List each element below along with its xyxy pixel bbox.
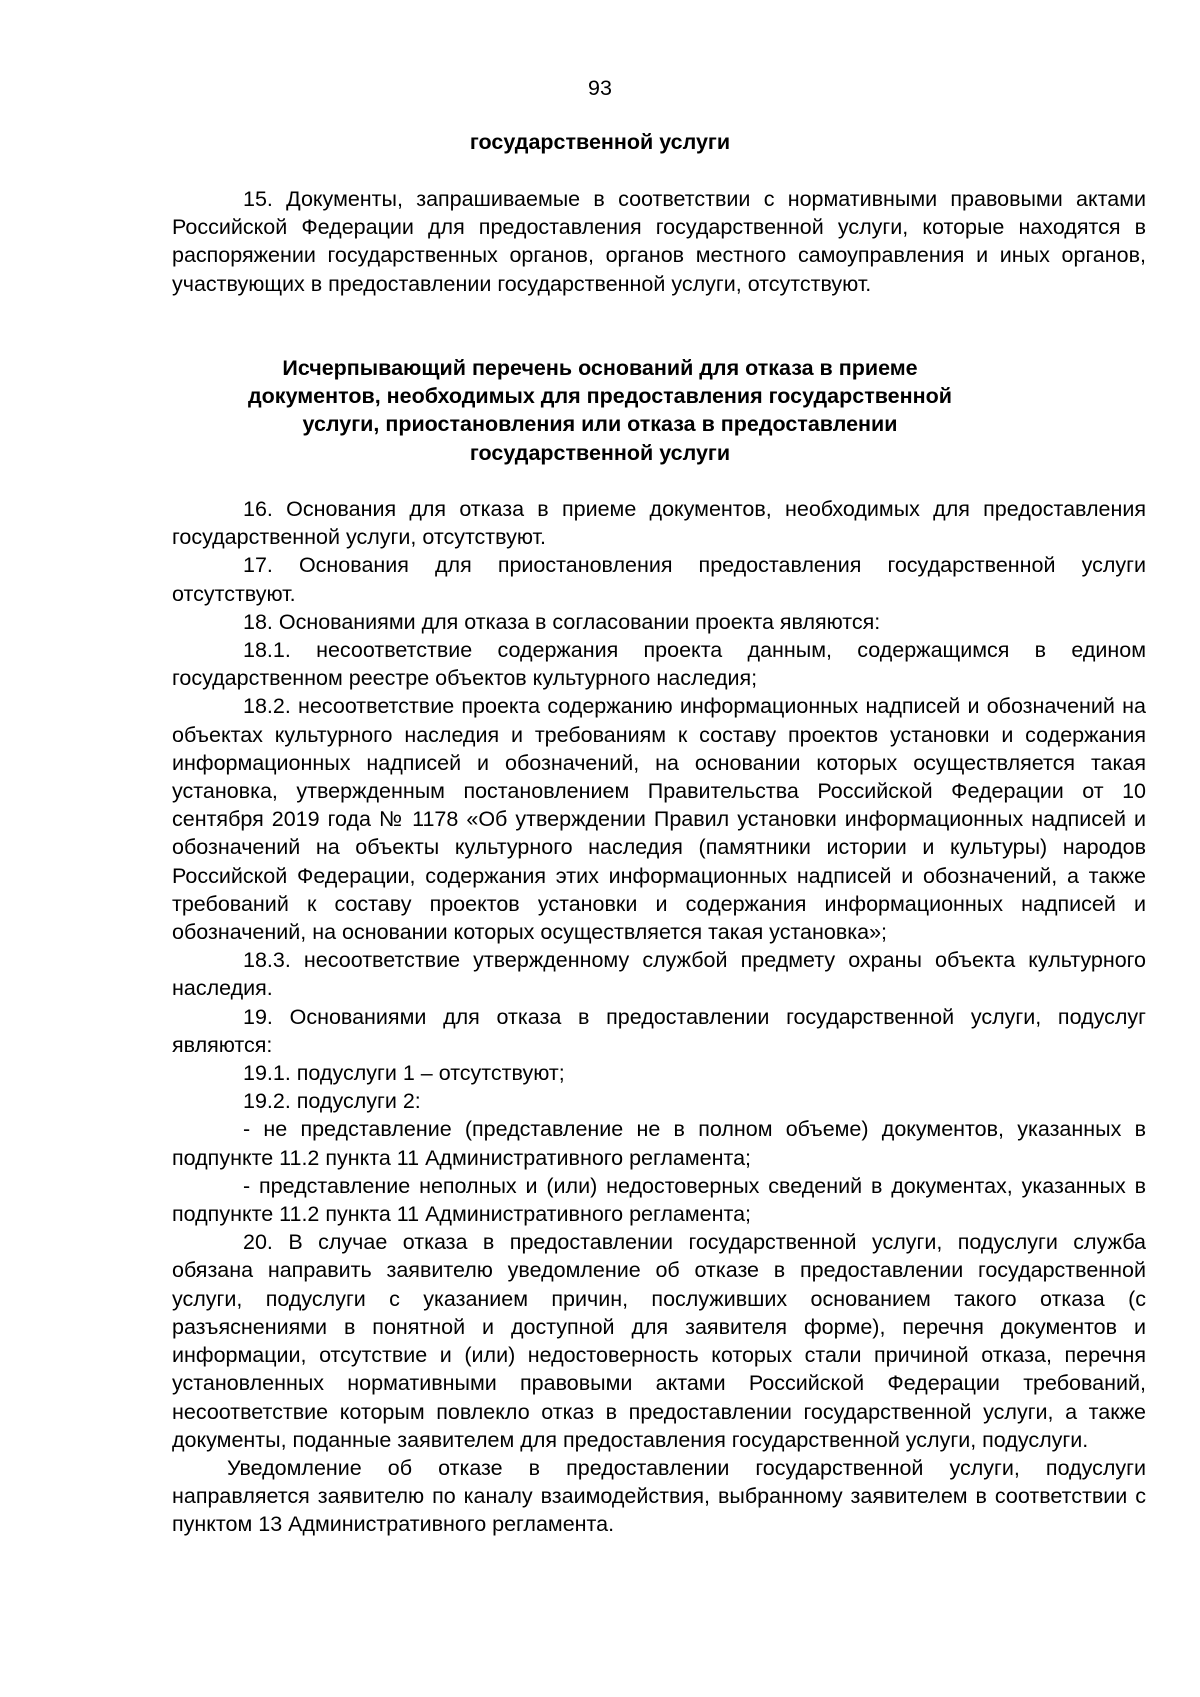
section-heading-line: документов, необходимых для предоставления государственной — [248, 384, 952, 409]
paragraph-20-notice: Уведомление об отказе в предоставлении государственной услуги, подуслуги направляется заявителю по каналу взаимодействия, выбранному заявителем в соответствии с пунктом 13 Административного регламента. — [172, 1455, 1146, 1537]
main-body — [172, 495, 1146, 1539]
block-15 — [172, 185, 1146, 298]
section-heading-line: услуги, приостановления или отказа в предоставлении — [302, 412, 898, 437]
paragraph-19-2: 19.2. подуслуги 2: — [243, 1089, 421, 1114]
paragraph-19-2-a: - не представление (представление не в полном объеме) документов, указанных в подпункте 11.2 пункта 11 Административного регламента; — [172, 1117, 1146, 1170]
paragraph-19-1: 19.1. подуслуги 1 – отсутствуют; — [243, 1061, 565, 1086]
section-heading — [0, 354, 1200, 467]
page-number: 93 — [588, 76, 612, 100]
paragraph-18-1: 18.1. несоответствие содержания проекта данным, содержащимся в едином государственном реестре объектов культурного наследия; — [172, 638, 1146, 691]
paragraph-18-2: 18.2. несоответствие проекта содержанию информационных надписей и обозначений на объектах культурного наследия и требованиям к составу проектов установки и содержания информационных надписей и обозначений, на основании которых осуществляется такая установка, утвержденным постановлением Правительства Российской Федерации от 10 сентября 2019 года № 1178 «Об утверждении Правил установки информационных надписей и обозначений на объекты культурного наследия (памятники истории и культуры) народов Российской Федерации, содержания этих информационных надписей и обозначений, а также требований к составу проектов установки и содержания информационных надписей и обозначений, на основании которых осуществляется такая установка»; — [172, 694, 1146, 945]
paragraph-17: 17. Основания для приостановления предоставления государственной услуги отсутствуют. — [172, 553, 1146, 606]
paragraph-20: 20. В случае отказа в предоставлении государственной услуги, подуслуги служба обязана направить заявителю уведомление об отказе в предоставлении государственной услуги, подуслуги с указанием причин, послуживших основанием такого отказа (с разъяснениями в понятной и доступной для заявителя форме), перечня документов и информации, отсутствие и (или) недостоверность которых стали причиной отказа, перечня установленных нормативными правовыми актами Российской Федерации требований, несоответствие которым повлекло отказ в предоставлении государственной услуги, а также документы, поданные заявителем для предоставления государственной услуги, подуслуги. — [172, 1230, 1146, 1452]
paragraph-19-2-b: - представление неполных и (или) недостоверных сведений в документах, указанных в подпункте 11.2 пункта 11 Административного регламента; — [172, 1173, 1146, 1227]
top-heading: государственной услуги — [469, 130, 731, 154]
paragraph-16: 16. Основания для отказа в приеме документов, необходимых для предоставления государственной услуги, отсутствуют. — [172, 497, 1146, 550]
paragraph-18-3: 18.3. несоответствие утвержденному службой предмету охраны объекта культурного наследия. — [172, 948, 1146, 1001]
section-heading-line: государственной услуги — [469, 440, 731, 465]
paragraph-15: 15. Документы, запрашиваемые в соответствии с нормативными правовыми актами Российской Федерации для предоставления государственной услуги, которые находятся в распоряжении государственных органов, органов местного самоуправления и иных органов, участвующих в предоставлении государственной услуги, отсутствуют. — [172, 187, 1146, 296]
section-heading-line: Исчерпывающий перечень оснований для отказа в приеме — [282, 356, 918, 380]
paragraph-18: 18. Основаниями для отказа в согласовании проекта являются: — [243, 609, 881, 634]
paragraph-19: 19. Основаниями для отказа в предоставлении государственной услуги, подуслуг являются: — [172, 1004, 1146, 1057]
